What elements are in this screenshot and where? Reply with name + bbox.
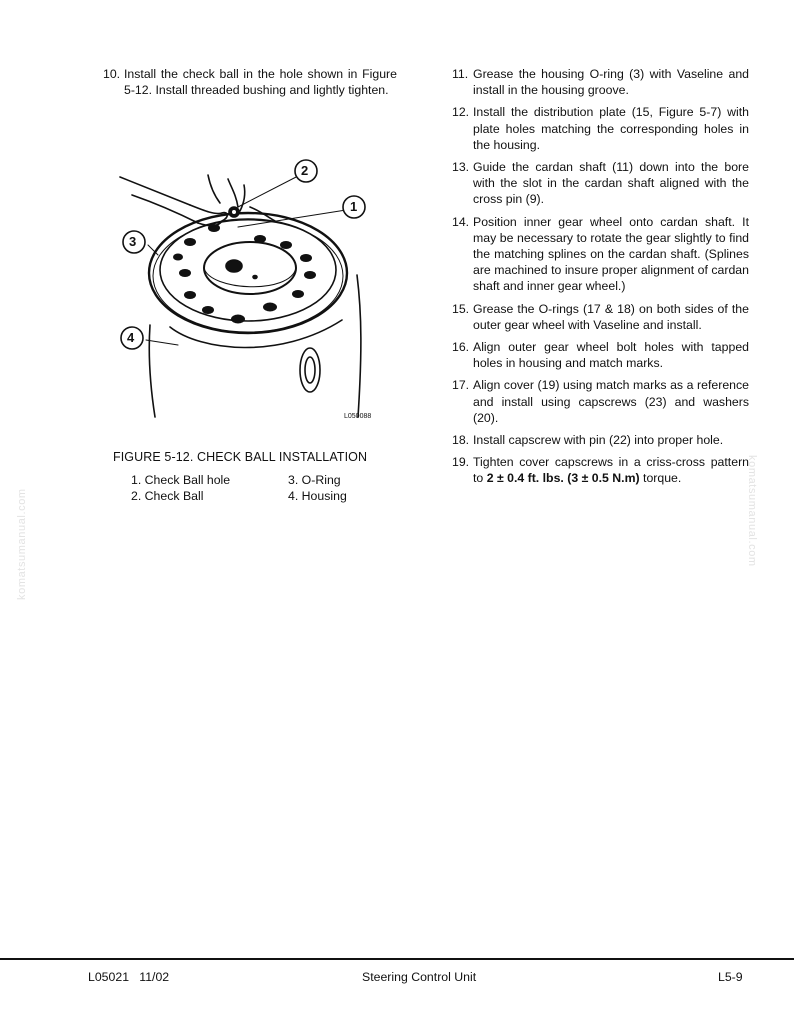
footer-doc-code: L05021 11/02	[88, 970, 170, 984]
step-12	[452, 104, 749, 153]
step-11	[452, 66, 749, 98]
step-number: 14.	[452, 214, 470, 229]
step-13	[452, 159, 749, 208]
legend-row	[131, 472, 391, 488]
step-number: 13.	[452, 160, 470, 175]
legend-item: 4. Housing	[288, 489, 347, 504]
step-text: Install the check ball in the hole shown in Figure 5-12. Install threaded bushing and lightly tighten.	[124, 67, 397, 98]
step-text: Grease the housing O-ring (3) with Vaseline and install in the housing groove.	[473, 67, 749, 98]
figure-legend	[131, 472, 391, 504]
step-text: Align outer gear wheel bolt holes with tapped holes in housing and match marks.	[473, 340, 749, 371]
step-text: Grease the O-rings (17 & 18) on both sides of the outer gear wheel with Vaseline and install.	[473, 301, 749, 332]
footer-page-number: L5-9	[718, 970, 743, 984]
step-number: 16.	[452, 340, 470, 355]
footer-section-title: Steering Control Unit	[362, 970, 477, 984]
legend-item: 3. O-Ring	[288, 473, 341, 487]
step-10	[103, 66, 397, 98]
step-17	[452, 377, 749, 426]
step-number: 12.	[452, 105, 470, 120]
watermark-right: komatsumanual.com	[746, 455, 758, 567]
step-number: 19.	[452, 455, 470, 470]
figure-code: L050088	[344, 413, 372, 420]
left-instructions	[103, 66, 397, 104]
watermark-left: komatsumanual.com	[16, 488, 28, 600]
step-number: 17.	[452, 378, 470, 393]
callout-4: 4	[127, 330, 135, 345]
step-number: 15.	[452, 301, 470, 316]
step-15	[452, 301, 749, 333]
right-instructions	[452, 66, 749, 493]
step-number: 10.	[103, 67, 121, 81]
torque-text-before: Tighten cover capscrews in a criss-cross pattern to	[473, 455, 749, 486]
step-text: Install the distribution plate (15, Figure 5-7) with plate holes matching the corresponding holes in the housing.	[473, 105, 749, 152]
callout-2: 2	[301, 163, 309, 178]
step-16	[452, 339, 749, 371]
torque-value: 2 ± 0.4 ft. lbs. (3 ± 0.5 N.m)	[486, 471, 640, 486]
step-19	[452, 454, 749, 486]
legend-item: 2. Check Ball	[131, 489, 204, 504]
callout-1: 1	[350, 199, 358, 214]
step-number: 18.	[452, 433, 470, 448]
step-number: 11.	[452, 67, 469, 81]
step-text: Align cover (19) using match marks as a reference and install using capscrews (23) and washers (20).	[473, 378, 749, 425]
figure-caption: FIGURE 5-12. CHECK BALL INSTALLATION	[113, 450, 368, 464]
check-ball-illustration	[110, 155, 382, 427]
step-18	[452, 432, 749, 448]
legend-item: 1. Check Ball hole	[131, 473, 231, 487]
step-text: Install capscrew with pin (22) into proper hole.	[473, 433, 724, 448]
callout-3: 3	[129, 234, 137, 249]
step-text: Guide the cardan shaft (11) down into the bore with the slot in the cardan shaft aligned with the cross pin (9).	[473, 160, 749, 207]
step-14	[452, 214, 749, 295]
footer-rule	[0, 958, 794, 960]
step-text	[473, 454, 749, 486]
torque-text-after: torque.	[639, 471, 682, 486]
step-text: Position inner gear wheel onto cardan shaft. It may be necessary to rotate the gear slightly to find the matching splines on the cardan shaft. (Splines are machined to insure proper alignment of cardan shaft and inner gear wheel.)	[473, 214, 749, 294]
legend-row	[131, 488, 391, 504]
